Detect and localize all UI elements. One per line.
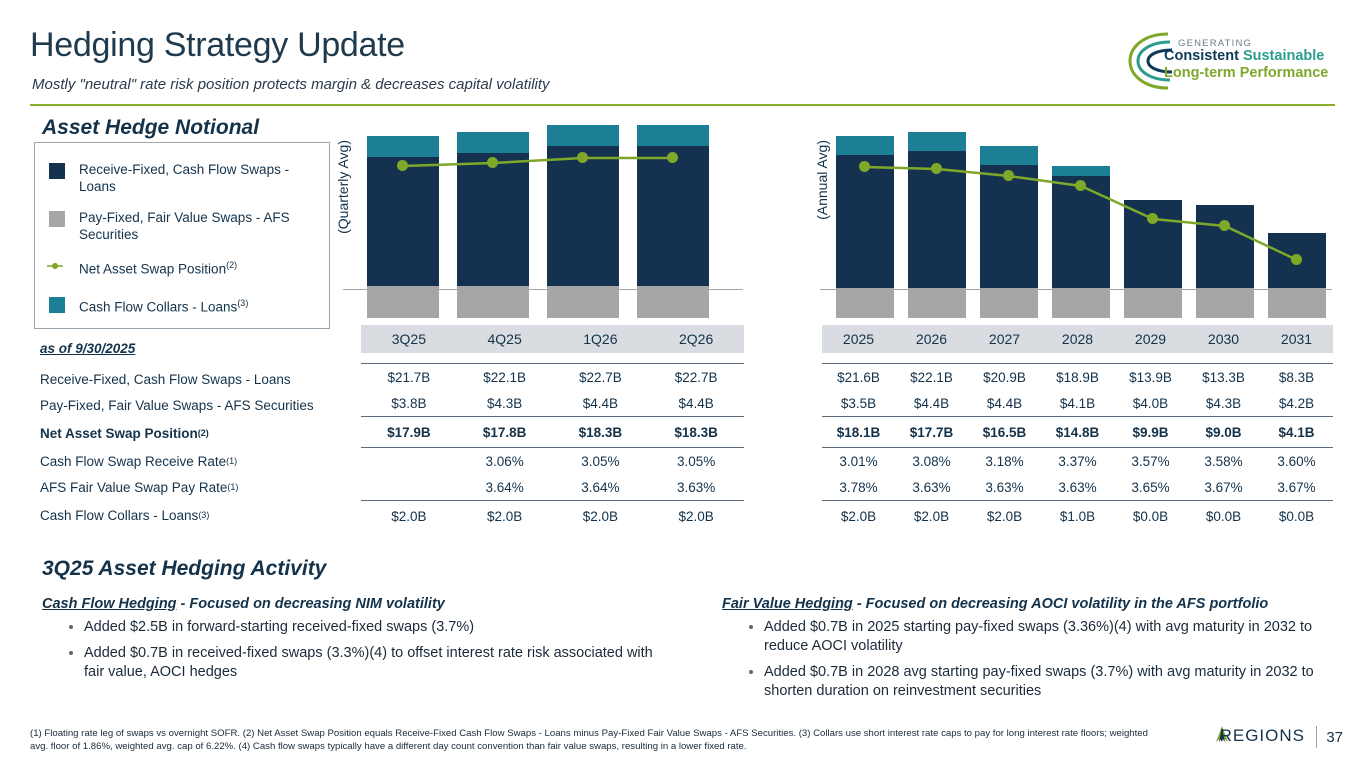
cash-flow-hedging-subtitle: - Focused on decreasing NIM volatility xyxy=(176,596,445,612)
col-header-2025: 2025 xyxy=(842,331,875,347)
col-header-2027: 2027 xyxy=(988,331,1021,347)
line-point-3q25 xyxy=(397,160,408,171)
col-header-1q26: 1Q26 xyxy=(583,331,618,347)
line-point-2028 xyxy=(1075,180,1086,191)
section-heading-asset-hedge-notional: Asset Hedge Notional xyxy=(42,116,260,139)
logo-line-1 xyxy=(1164,48,1324,64)
table-row: $21.6B $22.1B $20.9B $18.9B $13.9B $13.3B $8.3B xyxy=(837,369,1315,385)
as-of-date-label: as of 9/30/2025 xyxy=(40,341,136,356)
fair-value-hedging-title: Fair Value Hedging xyxy=(722,596,853,612)
table-row: 3.64% 3.64% 3.63% xyxy=(485,479,716,495)
quarterly-axis-label: (Quarterly Avg) xyxy=(335,140,351,234)
annual-net-position-line xyxy=(812,118,1340,318)
legend-label-2: Net Asset Swap Position$^{(2)}$ xyxy=(79,260,238,277)
legend-swatch-gray-icon xyxy=(49,211,65,227)
logo-sustainable: Sustainable xyxy=(1242,48,1325,64)
row-label-receive-fixed: Receive-Fixed, Cash Flow Swaps - Loans xyxy=(40,371,291,387)
cash-flow-hedging-heading xyxy=(42,596,445,612)
col-header-2q26: 2Q26 xyxy=(679,331,714,347)
col-header-3q25: 3Q25 xyxy=(391,331,426,347)
table-row: $2.0B $2.0B $2.0B $1.0B $0.0B $0.0B $0.0B xyxy=(840,508,1315,524)
logo-generating-text: GENERATING xyxy=(1178,38,1253,49)
annual-axis-label: (Annual Avg) xyxy=(814,140,830,220)
legend-footnote-3: (3) xyxy=(237,298,249,308)
legend-item-cash-flow-collars xyxy=(49,295,248,316)
list-item: • Added $0.7B in 2028 avg starting pay-fixed swaps (3.7%) with avg maturity in 2032 to shorten duration on reinvestment securities xyxy=(764,663,1342,701)
col-header-2029: 2029 xyxy=(1134,331,1167,347)
col-header-2026: 2026 xyxy=(915,331,948,347)
line-point-4q25 xyxy=(487,157,498,168)
footnotes: (1) Floating rate leg of swaps vs overnight SOFR. (2) Net Asset Swap Position equals Receive-Fixed Cash Flow Swaps - Loans minus Pay-Fixed Fair Value Swaps - AFS Securities. (3) Collars use short interest rate caps to pay for long interest rate floors; weighted avg. floor of 1.86%, weighted avg. cap of 6.22%. (4) Cash flow swaps typically have a different day count convention than fair value swaps, resulting in a lower fixed rate. xyxy=(30,728,1148,752)
row-label-cf-receive-rate: Cash Flow Swap Receive Rate (1) xyxy=(40,453,238,469)
legend-swatch-navy-icon xyxy=(49,163,65,179)
logo-line-2: Long-term Performance xyxy=(1164,65,1329,81)
row-label-net-asset-swap: Net Asset Swap Position (2) xyxy=(40,425,209,441)
quarterly-chart xyxy=(333,118,745,318)
table-row: $3.8B $4.3B $4.4B $4.4B xyxy=(391,395,714,411)
line-point-2026 xyxy=(931,163,942,174)
line-point-2031 xyxy=(1291,254,1302,265)
fair-value-hedging-bullets xyxy=(742,618,1342,708)
table-row: 3.01% 3.08% 3.18% 3.37% 3.57% 3.58% 3.60% xyxy=(839,453,1316,469)
brand-name: REGIONS xyxy=(1219,726,1305,745)
quarterly-net-position-line xyxy=(333,118,745,318)
line-point-2029 xyxy=(1147,213,1158,224)
cash-flow-hedging-bullets xyxy=(62,618,662,689)
legend-label-0: Receive-Fixed, Cash Flow Swaps - Loans xyxy=(79,162,290,194)
annual-table xyxy=(822,325,1333,531)
line-point-2025 xyxy=(859,161,870,172)
legend-item-pay-fixed xyxy=(49,209,329,243)
row-label-column xyxy=(40,366,360,530)
page-subtitle: Mostly "neutral" rate risk position protects margin & decreases capital volatility xyxy=(32,76,550,93)
table-row: $2.0B $2.0B $2.0B $2.0B xyxy=(391,508,714,524)
table-row: $18.1B $17.7B $16.5B $14.8B $9.9B $9.0B $4.1B xyxy=(836,424,1315,440)
row-label-pay-fixed: Pay-Fixed, Fair Value Swaps - AFS Securities xyxy=(40,397,314,413)
cash-flow-hedging-title: Cash Flow Hedging xyxy=(42,596,177,612)
col-header-2028: 2028 xyxy=(1061,331,1094,347)
quarterly-table xyxy=(361,325,744,531)
page-number: 37 xyxy=(1326,729,1343,746)
legend-line-marker-icon xyxy=(47,258,63,274)
legend-item-receive-fixed xyxy=(49,161,329,195)
row-label-collars: Cash Flow Collars - Loans (3) xyxy=(40,507,210,523)
line-point-2030 xyxy=(1219,220,1230,231)
fair-value-hedging-subtitle: - Focused on decreasing AOCI volatility in the AFS portfolio xyxy=(852,596,1269,612)
line-point-2027 xyxy=(1003,170,1014,181)
table-row: $21.7B $22.1B $22.7B $22.7B xyxy=(387,369,718,385)
col-header-4q25: 4Q25 xyxy=(487,331,522,347)
annual-chart xyxy=(812,118,1340,318)
legend-item-net-asset-swap xyxy=(49,257,237,278)
fair-value-hedging-heading xyxy=(722,596,1268,612)
page-title: Hedging Strategy Update xyxy=(30,26,405,64)
annual-table-header xyxy=(822,325,1333,353)
section-heading-hedging-activity: 3Q25 Asset Hedging Activity xyxy=(42,557,327,580)
list-item: • Added $2.5B in forward-starting received-fixed swaps (3.7%) xyxy=(84,618,662,637)
logo-consistent: Consistent xyxy=(1164,48,1243,64)
legend-label-1: Pay-Fixed, Fair Value Swaps - AFS Securities xyxy=(79,210,290,242)
list-item: • Added $0.7B in 2025 starting pay-fixed swaps (3.36%)(4) with avg maturity in 2032 to reduce AOCI volatility xyxy=(764,618,1342,656)
legend-label-3: Cash Flow Collars - Loans$^{(3)}$ xyxy=(79,298,249,315)
legend-footnote-2: (2) xyxy=(226,260,238,270)
table-row: $17.9B $17.8B $18.3B $18.3B xyxy=(387,424,718,440)
list-item: • Added $0.7B in received-fixed swaps (3.3%)(4) to offset interest rate risk associated with fair value, AOCI hedges xyxy=(84,644,662,682)
row-label-afs-pay-rate: AFS Fair Value Swap Pay Rate (1) xyxy=(40,479,239,495)
chart-legend xyxy=(34,142,330,329)
company-tagline-logo xyxy=(1126,22,1341,92)
table-row: 3.78% 3.63% 3.63% 3.63% 3.65% 3.67% 3.67% xyxy=(839,479,1316,495)
col-header-2030: 2030 xyxy=(1207,331,1240,347)
line-point-1q26 xyxy=(577,152,588,163)
header-divider xyxy=(30,104,1335,106)
line-point-2q26 xyxy=(667,152,678,163)
table-row: $3.5B $4.4B $4.4B $4.1B $4.0B $4.3B $4.2B xyxy=(840,395,1315,411)
legend-swatch-teal-icon xyxy=(49,297,65,313)
footer-divider xyxy=(1316,726,1317,748)
table-row: 3.06% 3.05% 3.05% xyxy=(485,453,716,469)
col-header-2031: 2031 xyxy=(1280,331,1313,347)
quarterly-table-header xyxy=(361,325,744,353)
